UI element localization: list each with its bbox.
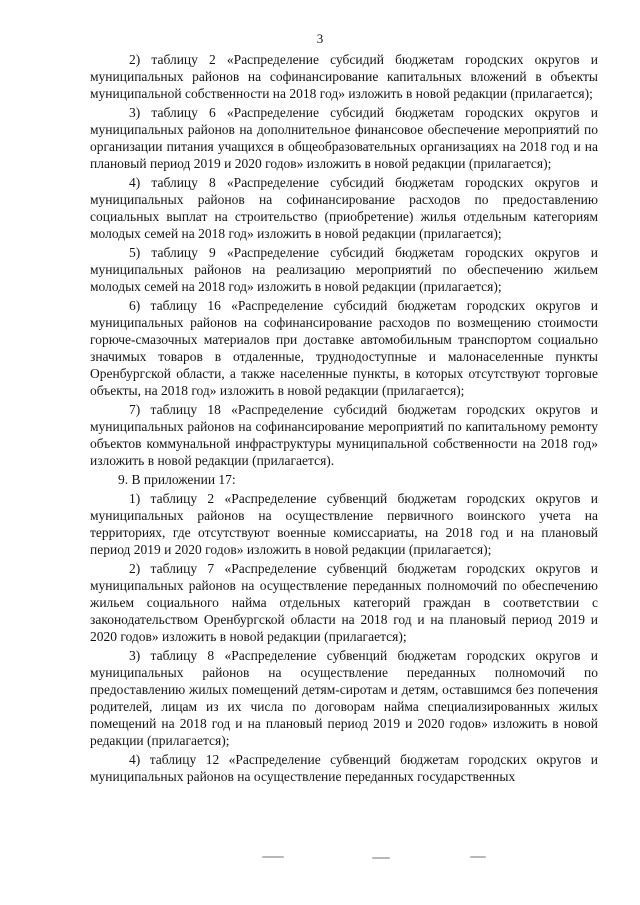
scan-mark: [470, 856, 486, 858]
document-body: [90, 52, 598, 788]
page-number: 3: [316, 31, 324, 46]
paragraph-item-1: 1) таблицу 2 «Распределение субвенций бюджетам городских округов и муниципальных районов на осуществление первичного воинского учета на территориях, где отсутствуют военные комиссариаты, на 2018 год и на плановый период 2019 и 2020 годов» изложить в новой редакции (прилагается);: [90, 491, 598, 558]
scan-mark: [262, 856, 284, 858]
paragraph-item-4b: 4) таблицу 12 «Распределение субвенций бюджетам городских округов и муниципальных районов на осуществление переданных государственных: [90, 752, 598, 785]
section-heading-appendix-17: 9. В приложении 17:: [118, 472, 236, 488]
paragraph-item-6: 6) таблицу 16 «Распределение субсидий бюджетам городских округов и муниципальных районов на софинансирование расходов по возмещению стоимости горюче-смазочных материалов при доставке автомобильным транспортом социально значимых товаров в отдаленные, труднодоступные и малонаселенные пункты Оренбургской области, а также населенные пункты, в которых отсутствуют торговые объекты, на 2018 год» изложить в новой редакции (прилагается);: [90, 298, 598, 398]
paragraph-item-7: 7) таблицу 18 «Распределение субсидий бюджетам городских округов и муниципальных районов на софинансирование мероприятий по капитальному ремонту объектов коммунальной инфраструктуры муниципальной собственности на 2018 год» изложить в новой редакции (прилагается).: [90, 402, 598, 468]
paragraph-item-2b: 2) таблицу 7 «Распределение субвенций бюджетам городских округов и муниципальных районов на осуществление переданных полномочий по обеспечению жильем социального найма отдельных категорий граждан в соответствии с законодательством Оренбургской области на 2018 год и на плановый период 2019 и 2020 годов» изложить в новой редакции (прилагается);: [90, 561, 598, 645]
paragraph-item-3b: 3) таблицу 8 «Распределение субвенций бюджетам городских округов и муниципальных районов на осуществление переданных полномочий по предоставлению жилых помещений детям-сиротам и детям, оставшимся без попечения родителей, лицам из их числа по договорам найма специализированных жилых помещений на 2018 год и на плановый период 2019 и 2020 годов» изложить в новой редакции (прилагается);: [90, 648, 598, 748]
paragraph-item-2: 2) таблицу 2 «Распределение субсидий бюджетам городских округов и муниципальных районов на софинансирование капитальных вложений в объекты муниципальной собственности на 2018 год» изложить в новой редакции (прилагается);: [90, 52, 598, 101]
paragraph-item-3: 3) таблицу 6 «Распределение субсидий бюджетам городских округов и муниципальных районов на дополнительное финансовое обеспечение мероприятий по организации питания учащихся в общеобразовательных организациях на 2018 год и на плановый период 2019 и 2020 годов» изложить в новой редакции (прилагается);: [90, 105, 598, 171]
paragraph-item-5: 5) таблицу 9 «Распределение субсидий бюджетам городских округов и муниципальных районов на реализацию мероприятий по обеспечению жильем молодых семей на 2018 год» изложить в новой редакции (прилагается);: [90, 245, 598, 294]
paragraph-item-4: 4) таблицу 8 «Распределение субсидий бюджетам городских округов и муниципальных районов на софинансирование расходов по предоставлению социальных выплат на строительство (приобретение) жилья отдельным категориям молодых семей на 2018 год» изложить в новой редакции (прилагается);: [90, 175, 598, 241]
scan-artifacts: [0, 852, 640, 864]
scan-mark: [372, 857, 390, 859]
